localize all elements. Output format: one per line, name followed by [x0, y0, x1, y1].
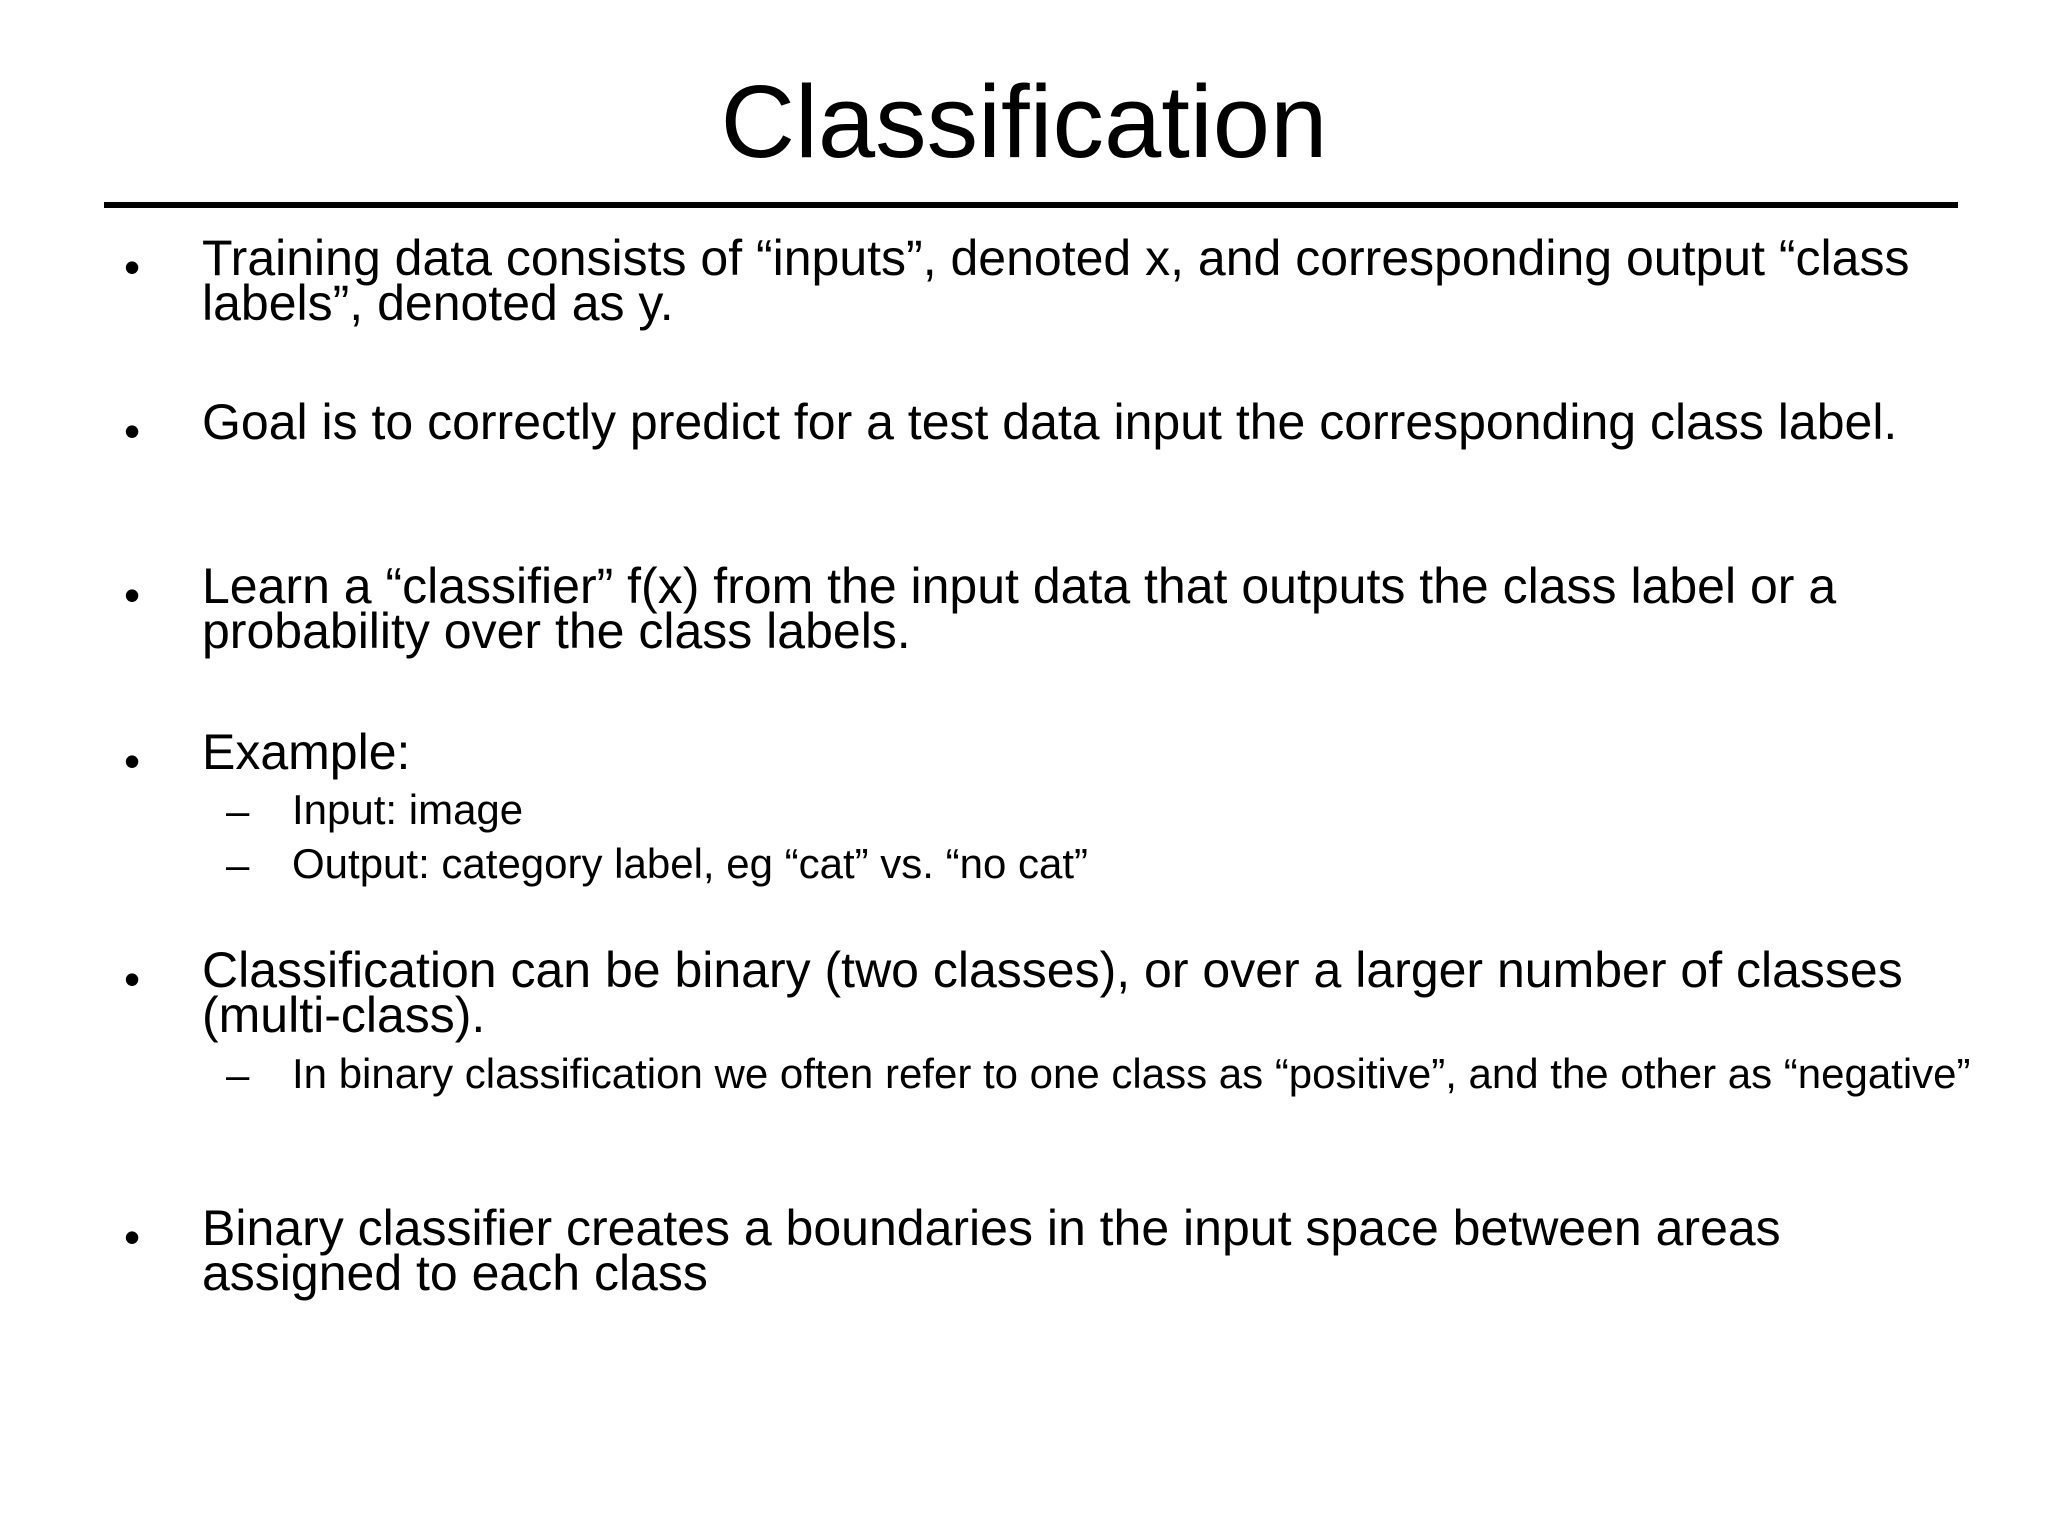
bullet-marker: •	[124, 1211, 141, 1263]
bullet-text: Classification can be binary (two classes), or over a larger number of classes (multi-class).	[202, 942, 1903, 1043]
sub-bullet-marker: –	[226, 787, 250, 834]
slide-title: Classification	[720, 64, 1328, 179]
bullet-text: Binary classifier creates a boundaries in the input space between areas assigned to each class	[202, 1200, 1781, 1301]
sub-bullet-text: Output: category label, eg “cat” vs. “no cat”	[292, 840, 1089, 887]
bullet-marker: •	[124, 405, 141, 457]
bullet-text: Goal is to correctly predict for a test data input the corresponding class label.	[202, 394, 1898, 450]
bullet-marker: •	[124, 569, 141, 621]
bullet-marker: •	[124, 953, 141, 1005]
bullet-marker: •	[124, 241, 141, 293]
sub-bullet-marker: –	[226, 1051, 250, 1098]
title-divider	[104, 202, 1958, 208]
bullet-text: Learn a “classifier” f(x) from the input data that outputs the class label or a probability over the class labels.	[202, 558, 1837, 659]
sub-bullet-text: In binary classification we often refer to one class as “positive”, and the other as “negative”	[292, 1050, 1971, 1097]
bullet-marker: •	[124, 735, 141, 787]
sub-bullet-text: Input: image	[292, 786, 524, 833]
sub-bullet-marker: –	[226, 841, 250, 888]
bullet-text: Training data consists of “inputs”, denoted x, and corresponding output “class labels”, denoted as y.	[202, 230, 1910, 331]
bullet-text: Example:	[202, 724, 411, 780]
